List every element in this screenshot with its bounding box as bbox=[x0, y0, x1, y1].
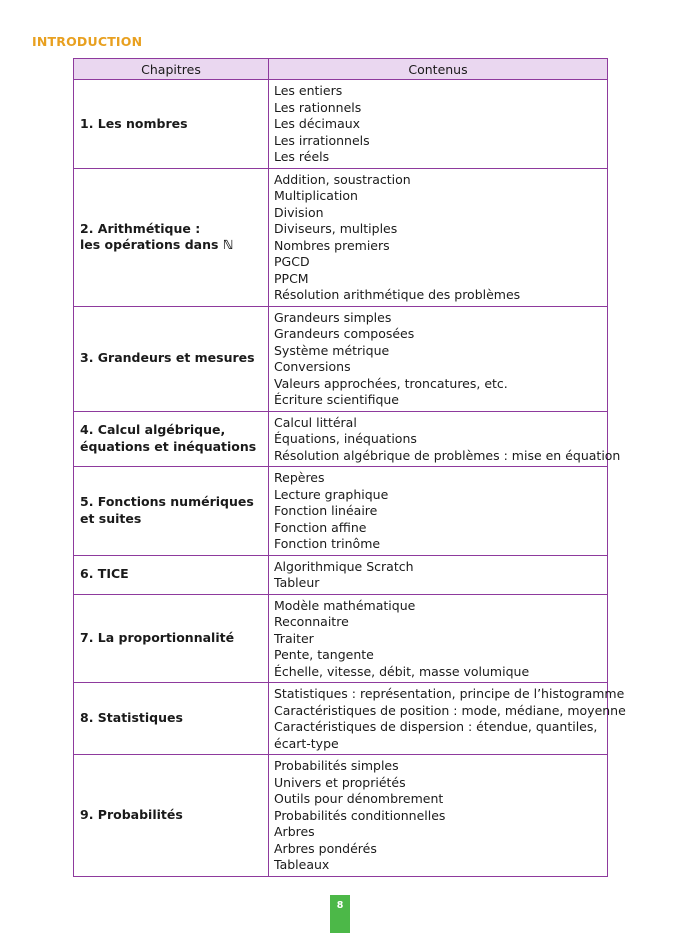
content-item: Grandeurs simples bbox=[274, 309, 392, 325]
content-item: Système métrique bbox=[274, 342, 390, 358]
chapter-title-line: 6. TICE bbox=[80, 566, 129, 582]
header-contents: Contenus bbox=[269, 59, 608, 80]
contents-cell bbox=[269, 683, 626, 755]
chapter-title-line: 7. La proportionnalité bbox=[80, 630, 235, 645]
table-row bbox=[74, 80, 608, 169]
chapter-cell bbox=[74, 683, 269, 755]
content-item: Arbres pondérés bbox=[274, 840, 377, 856]
contents-cell bbox=[269, 594, 608, 683]
content-item: Valeurs approchées, troncatures, etc. bbox=[274, 375, 508, 391]
content-item: Division bbox=[274, 204, 324, 220]
chapter-title-line: 8. Statistiques bbox=[80, 710, 183, 726]
chapter-title-line: les opérations dans ℕ bbox=[80, 237, 234, 252]
content-item: écart-type bbox=[274, 735, 339, 751]
content-item: Statistiques : représentation, principe de l’histogramme bbox=[274, 686, 625, 701]
chapter-cell bbox=[74, 80, 269, 169]
content-item: Lecture graphique bbox=[274, 486, 389, 502]
content-item: Fonction trinôme bbox=[274, 536, 381, 551]
table-row bbox=[74, 755, 608, 877]
content-item: Les réels bbox=[274, 149, 330, 164]
chapter-title-line: 4. Calcul algébrique, bbox=[80, 422, 226, 438]
content-item: Traiter bbox=[274, 630, 314, 646]
chapter-cell bbox=[74, 755, 269, 877]
chapter-cell bbox=[74, 411, 269, 467]
content-item: Multiplication bbox=[274, 188, 358, 203]
chapter-title-line: 5. Fonctions numériques bbox=[80, 494, 254, 510]
page-number-tab: 8 bbox=[330, 895, 350, 933]
content-item: Les entiers bbox=[274, 83, 343, 98]
chapter-title-line: 3. Grandeurs et mesures bbox=[80, 350, 255, 366]
chapter-title-line: 2. Arithmétique : bbox=[80, 220, 201, 236]
content-item: Probabilités conditionnelles bbox=[274, 807, 446, 823]
content-item: Outils pour dénombrement bbox=[274, 791, 444, 806]
content-item: Résolution algébrique de problèmes : mise en équation bbox=[274, 447, 621, 463]
contents-cell bbox=[269, 306, 608, 411]
content-item: Écriture scientifique bbox=[274, 392, 399, 407]
table-header-row bbox=[74, 59, 608, 80]
content-item: Modèle mathématique bbox=[274, 597, 416, 613]
table-row bbox=[74, 306, 608, 411]
section-title: INTRODUCTION bbox=[32, 34, 143, 49]
table-row bbox=[74, 594, 608, 683]
content-item: Reconnaitre bbox=[274, 614, 349, 629]
content-item: Repères bbox=[274, 470, 325, 485]
chapter-title-line: 9. Probabilités bbox=[80, 807, 183, 822]
content-item: Grandeurs composées bbox=[274, 326, 415, 341]
content-item: Conversions bbox=[274, 359, 351, 374]
contents-cell bbox=[269, 755, 608, 877]
contents-cell bbox=[269, 467, 608, 556]
table-row bbox=[74, 168, 608, 306]
contents-cell bbox=[269, 555, 608, 594]
chapter-cell bbox=[74, 168, 269, 306]
chapter-cell bbox=[74, 555, 269, 594]
content-item: Algorithmique Scratch bbox=[274, 558, 414, 574]
content-item: Les décimaux bbox=[274, 116, 361, 131]
contents-cell bbox=[269, 411, 621, 467]
chapters-table bbox=[73, 58, 626, 877]
chapter-title-line: et suites bbox=[80, 510, 142, 526]
content-item: Addition, soustraction bbox=[274, 171, 411, 187]
content-item: Les rationnels bbox=[274, 99, 362, 115]
content-item: Univers et propriétés bbox=[274, 774, 406, 790]
chapter-cell bbox=[74, 594, 269, 683]
chapter-cell bbox=[74, 306, 269, 411]
header-chapters: Chapitres bbox=[74, 59, 269, 80]
content-item: Tableaux bbox=[274, 857, 330, 872]
content-item: Caractéristiques de position : mode, médiane, moyenne bbox=[274, 702, 626, 718]
chapter-title-line: 1. Les nombres bbox=[80, 115, 188, 131]
content-item: Calcul littéral bbox=[274, 414, 357, 430]
content-item: Probabilités simples bbox=[274, 758, 399, 773]
content-item: PPCM bbox=[274, 270, 309, 286]
content-item: Échelle, vitesse, débit, masse volumique bbox=[274, 663, 530, 679]
content-item: Résolution arithmétique des problèmes bbox=[274, 287, 521, 302]
content-item: Pente, tangente bbox=[274, 647, 374, 662]
content-item: Arbres bbox=[274, 824, 315, 839]
chapter-cell bbox=[74, 467, 269, 556]
table-row bbox=[74, 555, 608, 594]
content-item: Nombres premiers bbox=[274, 237, 390, 253]
contents-cell bbox=[269, 80, 608, 169]
content-item: Équations, inéquations bbox=[274, 431, 417, 446]
table-row bbox=[74, 683, 608, 755]
content-item: Fonction affine bbox=[274, 519, 367, 535]
content-item: Fonction linéaire bbox=[274, 503, 378, 518]
content-item: Tableur bbox=[274, 575, 320, 590]
contents-cell bbox=[269, 168, 608, 306]
table-row bbox=[74, 467, 608, 556]
content-item: Caractéristiques de dispersion : étendue, quantiles, bbox=[274, 719, 598, 734]
table-row bbox=[74, 411, 608, 467]
content-item: PGCD bbox=[274, 254, 310, 269]
content-item: Diviseurs, multiples bbox=[274, 221, 398, 236]
content-item: Les irrationnels bbox=[274, 132, 370, 148]
chapter-title-line: équations et inéquations bbox=[80, 438, 257, 454]
